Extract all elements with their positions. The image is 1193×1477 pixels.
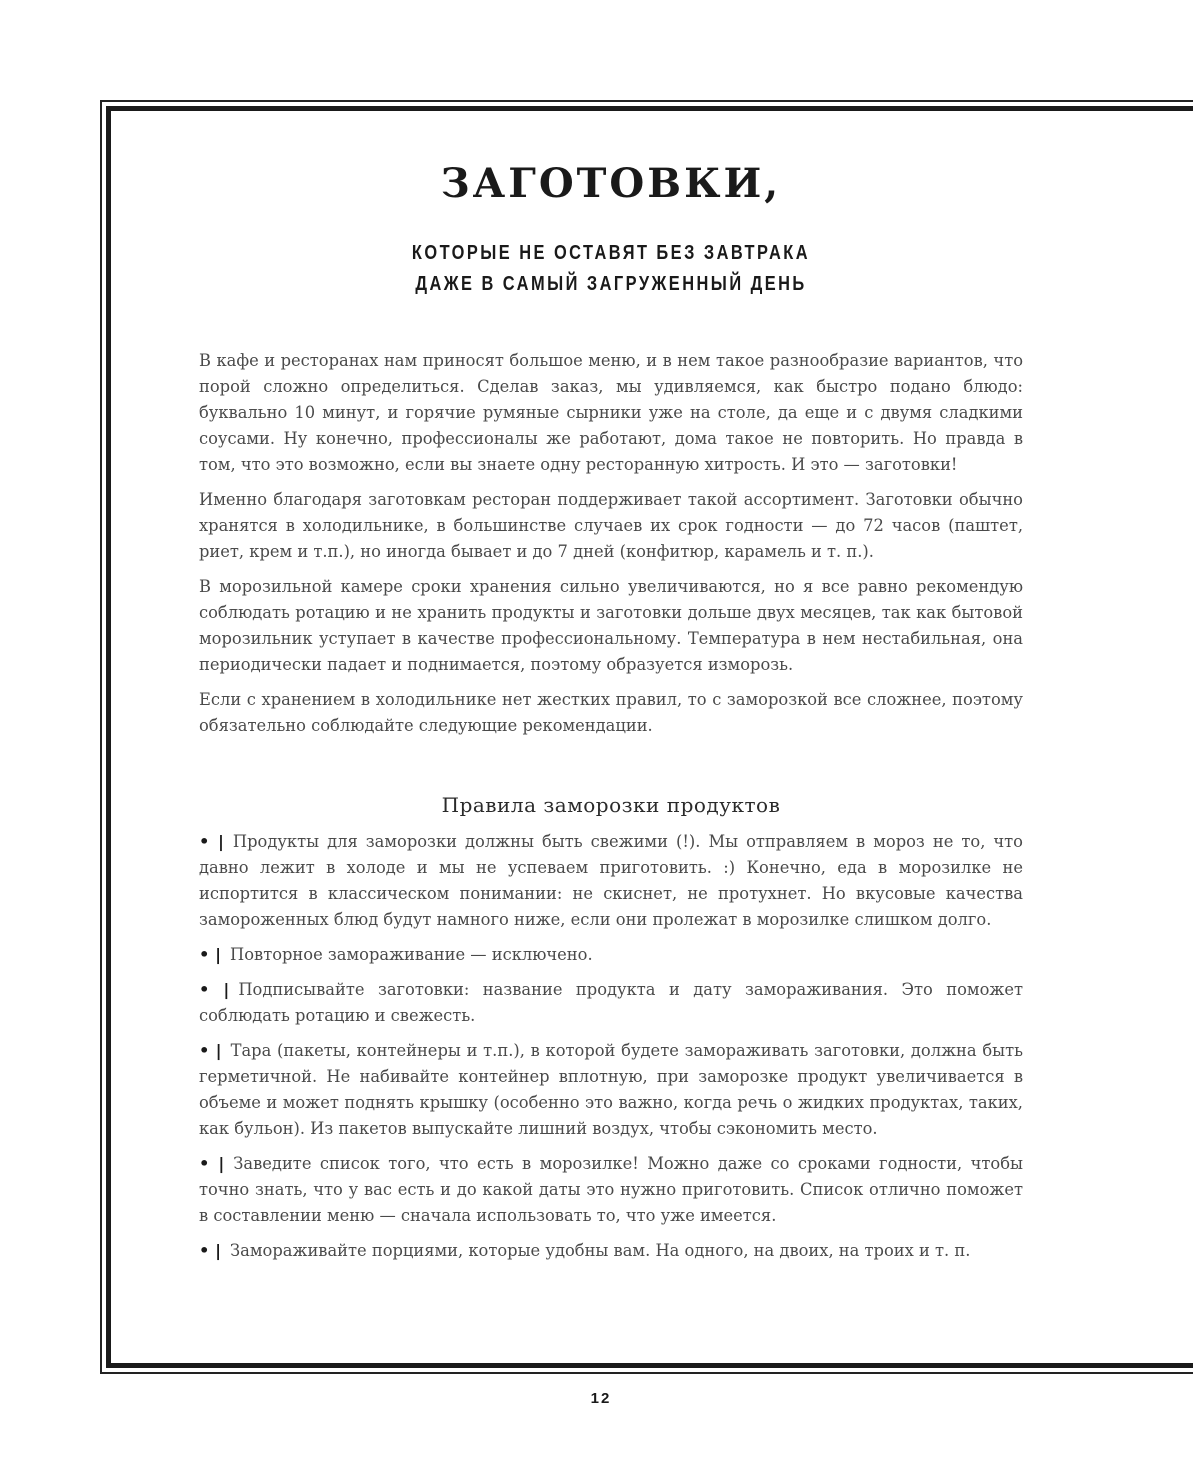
rule-item	[199, 942, 1023, 968]
article-body	[199, 348, 1023, 1273]
rule-text: Заведите список того, что есть в морозилке! Можно даже со сроками годности, чтобы точно знать, что у вас есть и до какой даты это нужно приготовить. Список отлично поможет в составлении меню — сначала использовать то, что уже имеется.	[199, 1154, 1023, 1225]
rule-text: Продукты для заморозки должны быть свежими (!). Мы отправляем в мороз не то, что давно лежит в холоде и мы не успеваем приготовить. :) Конечно, еда в морозилке не испортится в классическом понимании: не скиснет, не протухнет. Но вкусовые качества замороженных блюд будут намного ниже, если они пролежат в морозилке слишком долго.	[199, 832, 1023, 929]
subtitle-line-2: ДАЖЕ В САМЫЙ ЗАГРУЖЕННЫЙ ДЕНЬ	[415, 273, 807, 295]
intro-paragraph: В кафе и ресторанах нам приносят большое меню, и в нем такое разнообразие вариантов, что порой сложно определиться. Сделав заказ, мы удивляемся, как быстро подано блюдо: буквально 10 минут, и горячие румяные сырники уже на столе, да еще и с двумя сладкими соусами. Ну конечно, профессионалы же работают, дома такое не повторить. Но правда в том, что это возможно, если вы знаете одну ресторанную хитрость. И это — заготовки!	[199, 351, 1023, 474]
intro-paragraph: В морозильной камере сроки хранения сильно увеличиваются, но я все равно рекомендую соблюдать ротацию и не хранить продукты и заготовки дольше двух месяцев, так как бытовой морозильник уступает в качестве профессиональному. Температура в нем нестабильная, она периодически падает и поднимается, поэтому образуется изморозь.	[199, 577, 1023, 674]
bullet-marker: • |	[199, 945, 222, 964]
bullet-marker: • |	[199, 980, 230, 999]
page-number: 12	[590, 1390, 612, 1407]
page-subtitle	[110, 238, 1112, 300]
bullet-marker: • |	[199, 1154, 225, 1173]
rule-item	[199, 1038, 1023, 1142]
intro-paragraph: Если с хранением в холодильнике нет жестких правил, то с заморозкой все сложнее, поэтому обязательно соблюдайте следующие рекомендации.	[199, 690, 1023, 735]
bullet-marker: • |	[199, 1241, 222, 1260]
rule-text: Подписывайте заготовки: название продукта и дату замораживания. Это поможет соблюдать ротацию и свежесть.	[199, 980, 1023, 1025]
rule-text: Тара (пакеты, контейнеры и т.п.), в которой будете замораживать заготовки, должна быть герметичной. Не набивайте контейнер вплотную, при заморозке продукт увеличивается в объеме и может поднять крышку (особенно это важно, когда речь о жидких продуктах, таких, как бульон). Из пакетов выпускайте лишний воздух, чтобы сэкономить место.	[199, 1041, 1023, 1138]
rule-item	[199, 1238, 1023, 1264]
rule-text: Повторное замораживание — исключено.	[230, 945, 593, 964]
rules-heading: Правила заморозки продуктов	[441, 793, 781, 817]
rule-item	[199, 977, 1023, 1029]
page-title: ЗАГОТОВКИ,	[440, 160, 782, 207]
rules-list	[199, 829, 1023, 1264]
intro-paragraph: Именно благодаря заготовкам ресторан поддерживает такой ассортимент. Заготовки обычно хранятся в холодильнике, в большинстве случаев их срок годности — до 72 часов (паштет, риет, крем и т.п.), но иногда бывает и до 7 дней (конфитюр, карамель и т. п.).	[199, 490, 1023, 561]
bullet-marker: • |	[199, 1041, 222, 1060]
subtitle-line-1: КОТОРЫЕ НЕ ОСТАВЯТ БЕЗ ЗАВТРАКА	[411, 242, 811, 264]
rule-item	[199, 1151, 1023, 1229]
rule-text: Замораживайте порциями, которые удобны вам. На одного, на двоих, на троих и т. п.	[230, 1241, 971, 1260]
rule-item	[199, 829, 1023, 933]
bullet-marker: • |	[199, 832, 224, 851]
